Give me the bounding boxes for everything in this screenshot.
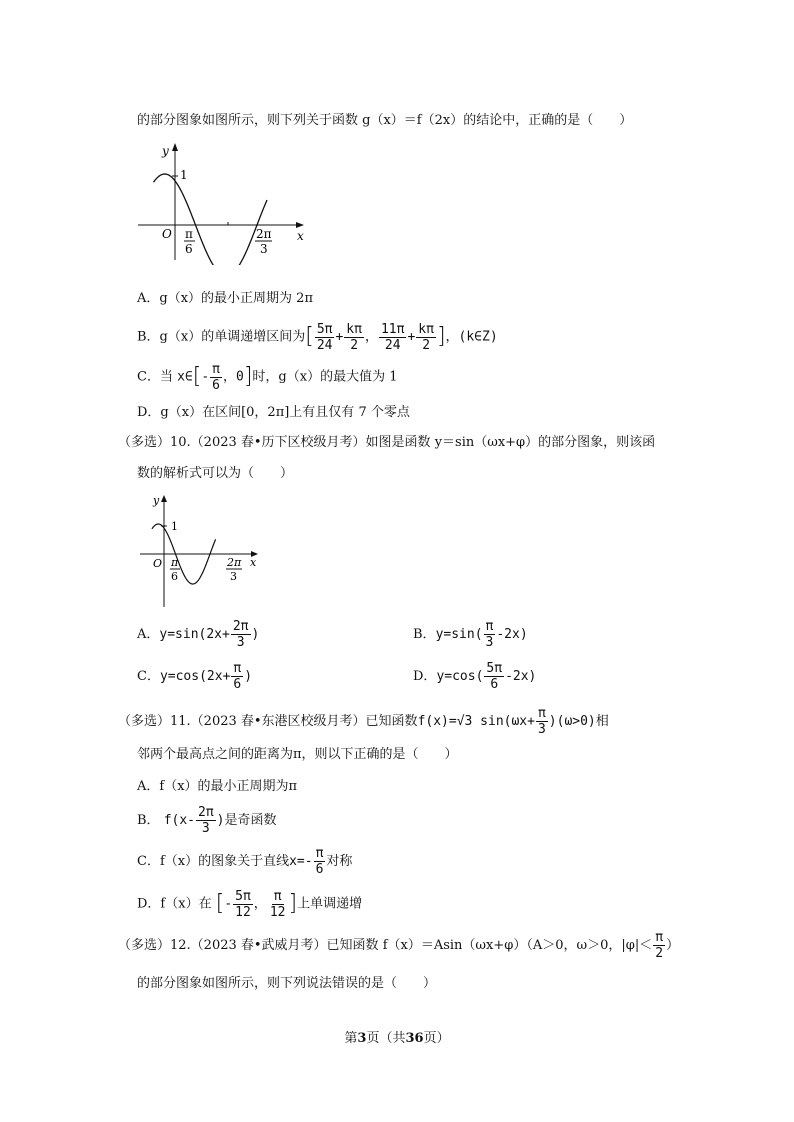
q9-graph-pi6-den: 6: [185, 242, 193, 256]
q12-line1: （多选）12.（2023 春•武威月考）已知函数 f（x）＝Asin（ωx+φ）（A＞0，ω＞0，|φ|＜ $\frac{\pi}{2}$ ）: [118, 930, 680, 961]
q10-graph: [138, 490, 263, 610]
q11-option-b: B． f(x- $\frac{2\pi}{3}$ )是奇函数: [137, 805, 277, 836]
q12-line2: 的部分图象如图所示，则下列说法错误的是（ ）: [137, 976, 437, 991]
q10-graph-pi6-den: 6: [171, 570, 178, 583]
q9-option-d: D．g（x）在区间[0，2π]上有且仅有 7 个零点: [137, 405, 410, 420]
q10-graph-2pi3-num: 2π: [227, 556, 242, 569]
q10-option-b: B．y=sin( $\frac{\pi}{3}$ -2x): [413, 619, 528, 650]
q9-graph-o: O: [162, 227, 172, 241]
q10-line2: 数的解析式可以为（ ）: [137, 466, 294, 481]
q10-line1: （多选）10.（2023 春•历下区校级月考）如图是函数 y＝sin（ωx+φ）的部分图象，则该函: [118, 435, 656, 450]
q9-graph-2pi3-den: 3: [260, 242, 268, 256]
q10-graph-one: 1: [171, 520, 178, 533]
q11-option-c: C．f（x）的图象关于直线x=- $\frac{\pi}{6}$ 对称: [137, 846, 353, 877]
q11-line1: （多选）11.（2023 春•东港区校级月考）已知函数f(x)=√3 sin(ωx+ $\frac{\pi}{3}$ )(ω>0)相: [118, 706, 609, 737]
q10-option-c: C．y=cos(2x+ $\frac{\pi}{6}$ ): [137, 661, 253, 692]
q9-graph-one: 1: [180, 168, 188, 182]
q9-graph-x: x: [297, 229, 304, 243]
q10-graph-o: O: [153, 557, 163, 570]
q10-graph-2pi3-den: 3: [230, 570, 237, 583]
q10-graph-y: y: [153, 494, 160, 507]
q9-option-a: A．g（x）的最小正周期为 2π: [137, 291, 313, 306]
q10-option-d: D．y=cos( $\frac{5\pi}{6}$ -2x): [413, 661, 537, 692]
q10-graph-x: x: [250, 556, 257, 569]
q9-intro: 的部分图象如图所示，则下列关于函数 g（x）＝f（2x）的结论中，正确的是（ ）: [137, 113, 633, 128]
q9-graph-2pi3-num: 2π: [256, 227, 272, 241]
q9-graph: [132, 140, 312, 265]
q9-option-b: B．g（x）的单调递增区间为[ $\frac{5\pi}{24}$ + $\frac{k\pi}{2}$ ， $\frac{11\pi}{24}$ + $\frac{k\pi}{2}$ ]，(k∈Z): [137, 321, 498, 353]
q10-graph-pi6-num: π: [171, 556, 179, 569]
q9-option-c: C．当 x∈[- $\frac{\pi}{6}$ ，0]时，g（x）的最大值为 1: [137, 361, 398, 393]
q11-option-d: D．f（x）在 [- $\frac{5\pi}{12}$ ， $\frac{\pi}{12}$ ]上单调递增: [137, 888, 363, 920]
page-footer: 第3页（共36页）: [344, 1031, 450, 1046]
q9-graph-y: y: [162, 144, 169, 158]
q9-graph-pi6-num: π: [185, 227, 193, 241]
q10-option-a: A．y=sin(2x+ $\frac{2\pi}{3}$ ): [137, 619, 260, 650]
q11-line2: 邻两个最高点之间的距离为π，则以下正确的是（ ）: [137, 747, 458, 762]
q11-option-a: A．f（x）的最小正周期为π: [137, 779, 298, 794]
